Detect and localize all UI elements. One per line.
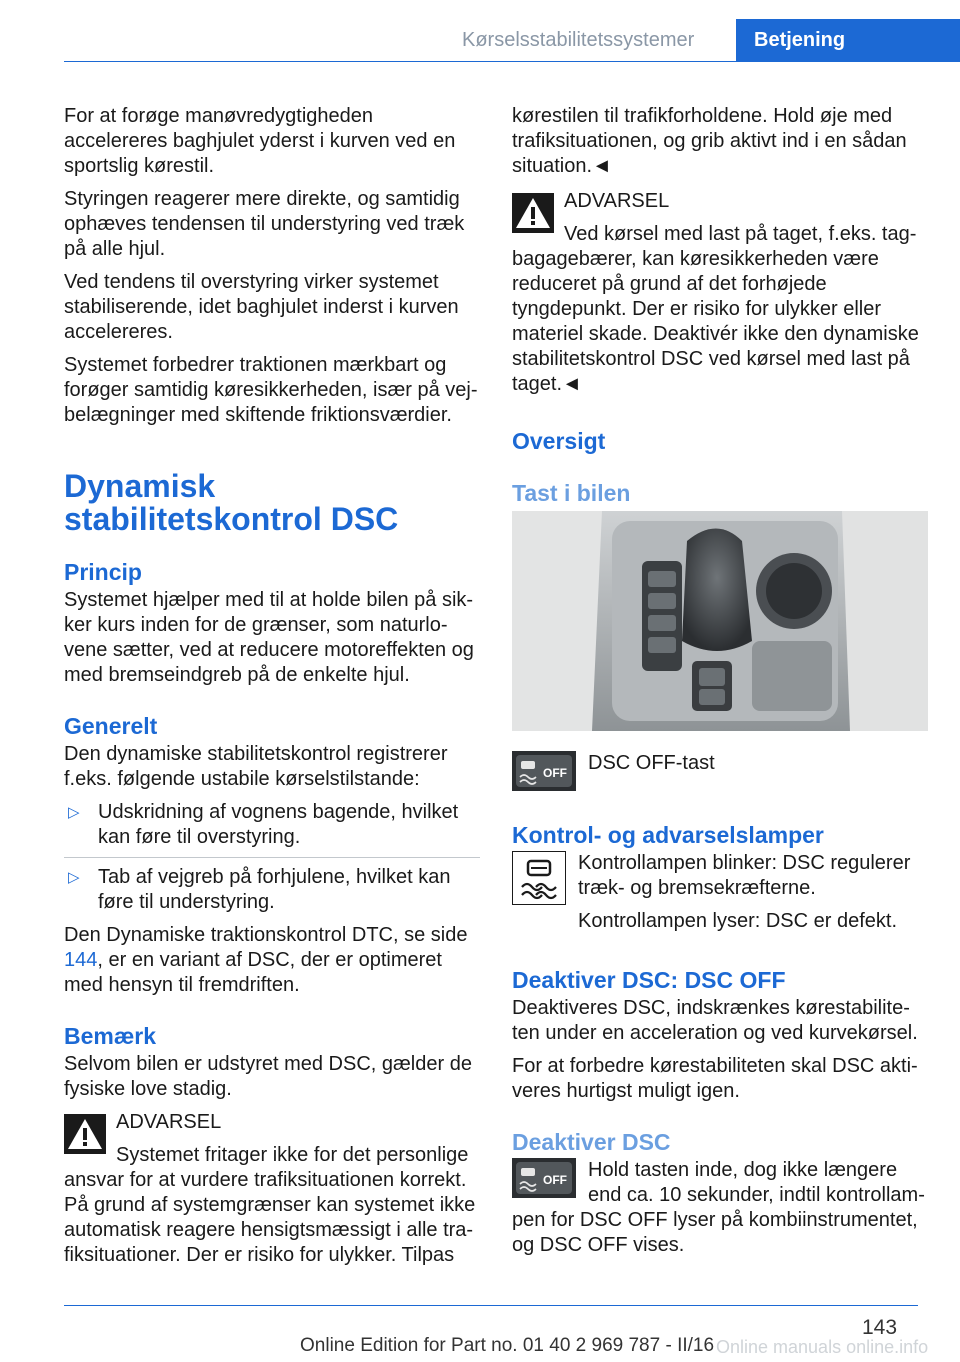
heading-bemaerk: Bemærk	[64, 1023, 157, 1049]
paragraph: For at forøge manøvredygtigheden accelereres baghjulet yderst i kurven ved en sportslig kørestil.	[64, 105, 456, 177]
chapter-heading: Dynamisk stabilitetskontrol DSC	[64, 468, 399, 537]
deactivate-instruction	[512, 1158, 928, 1258]
off-text: OFF	[543, 1173, 567, 1187]
paragraph: Selvom bilen er udstyret med DSC, gælder de fysiske love stadig.	[64, 1053, 472, 1100]
warning-triangle-icon	[64, 1114, 106, 1154]
header-divider	[64, 61, 960, 62]
paragraph: kørestilen til trafikforholdene. Hold øje med trafiksituationen, og grib aktivt ind i en sådan situation.◄	[512, 105, 907, 177]
heading-tast-i-bilen: Tast i bilen	[512, 480, 631, 506]
paragraph: Kontrollampen blinker: DSC regulerer træk- og bremsekræfterne.	[578, 852, 911, 899]
footer-divider	[64, 1305, 918, 1306]
page-link-144[interactable]: 144	[64, 949, 98, 971]
page-header	[0, 0, 960, 62]
paragraph-dtc: Den Dynamiske traktionskontrol DTC, se side 144, er en variant af DSC, der er optimeret med hensyn til fremdriften.	[64, 924, 468, 996]
triangle-bullet-icon: ▷	[68, 804, 80, 821]
watermark-text: Online manuals online.info	[716, 1337, 929, 1357]
warning-label: ADVARSEL	[564, 190, 670, 212]
heading-deaktiver-dsc: Deaktiver DSC	[512, 1129, 671, 1155]
heading-oversigt: Oversigt	[512, 428, 606, 454]
paragraph: Styringen reagerer mere direkte, og samtidig ophæves tendensen til understyring ved træk på alle hjul.	[64, 188, 465, 260]
paragraph: For at forbedre kørestabiliteten skal DSC aktiveres hurtigst muligt igen.	[512, 1055, 918, 1102]
center-console-photo	[512, 511, 928, 731]
dsc-off-button-icon	[512, 751, 576, 791]
triangle-bullet-icon: ▷	[68, 869, 80, 886]
heading-princip: Princip	[64, 559, 142, 585]
paragraph: Ved tendens til overstyring virker systemet stabiliserende, idet baghjulet inderst i kurven accelereres.	[64, 271, 459, 343]
heading-generelt: Generelt	[64, 713, 158, 739]
warning-triangle-icon	[512, 193, 554, 233]
paragraph: Deaktiveres DSC, indskrænkes kørestabiliteten under en acceleration og ved kurvekørsel.	[512, 997, 918, 1044]
edition-note: Online Edition for Part no. 01 40 2 969 787 - II/16	[300, 1335, 715, 1356]
dsc-off-button-icon	[512, 1158, 576, 1198]
list-item: ▷ Tab af vejgreb på forhjulene, hvilket kan føre til understyring.	[68, 866, 451, 913]
dsc-warning-lamp-icon	[512, 851, 566, 905]
paragraph: Den dynamiske stabilitetskontrol registrerer f.eks. følgende ustabile kørselstilstande:	[64, 743, 448, 790]
control-lamp-section	[512, 851, 928, 942]
left-column	[64, 104, 480, 1268]
right-column	[512, 104, 928, 1266]
off-text: OFF	[543, 766, 567, 780]
heading-kontrol: Kontrol- og advarselslamper	[512, 822, 824, 848]
warning-box	[512, 189, 928, 397]
heading-deaktiver-dsc-off: Deaktiver DSC: DSC OFF	[512, 967, 786, 993]
header-chapter-tab: Betjening	[736, 19, 960, 62]
bullet-list	[64, 800, 480, 915]
header-section-title: Kørselsstabilitetssystemer	[462, 29, 695, 51]
warning-text: Systemet fritager ikke for det personlige ansvar for at vurdere trafiksituationen korrekt. På grund af systemgrænser kan systemet ikke automatisk reagere hensigtsmæssigt i alle trafiksituationer. Der er risiko for ulykker. Tilpas	[64, 1144, 476, 1266]
paragraph: Systemet hjælper med til at holde bilen på sikker kurs inden for de grænser, som naturlovene sætter, ved at reducere motoreffekten og med bremseindgreb på de enkelte hjul.	[64, 589, 474, 686]
paragraph: Hold tasten inde, dog ikke længere end ca. 10 sekunder, indtil kontrollampen for DSC OFF lyser på kombiinstrumentet, og DSC OFF vises.	[512, 1159, 925, 1256]
warning-box	[64, 1110, 480, 1268]
dsc-off-key-label: DSC OFF-tast	[588, 752, 715, 774]
warning-text: Ved kørsel med last på taget, f.eks. tagbagagebærer, kan køresikkerheden være reduceret på grund af det forhøjede tyngdepunkt. Der er risiko for ulykker eller materiel skade. Deaktivér ikke den dynamiske stabilitetskontrol DSC ved kørsel med last på taget.◄	[512, 223, 919, 395]
paragraph: Systemet forbedrer traktionen mærkbart og forøger samtidig køresikkerheden, især på vejbelægninger med skiftende friktionsværdier.	[64, 354, 478, 426]
dsc-off-key-row	[512, 751, 928, 797]
page-number: 143	[862, 1316, 898, 1339]
list-divider	[64, 857, 480, 858]
warning-label: ADVARSEL	[116, 1111, 222, 1133]
list-item: ▷ Udskridning af vognens bagende, hvilket kan føre til overstyring.	[68, 801, 459, 848]
paragraph: Kontrollampen lyser: DSC er defekt.	[578, 910, 898, 932]
